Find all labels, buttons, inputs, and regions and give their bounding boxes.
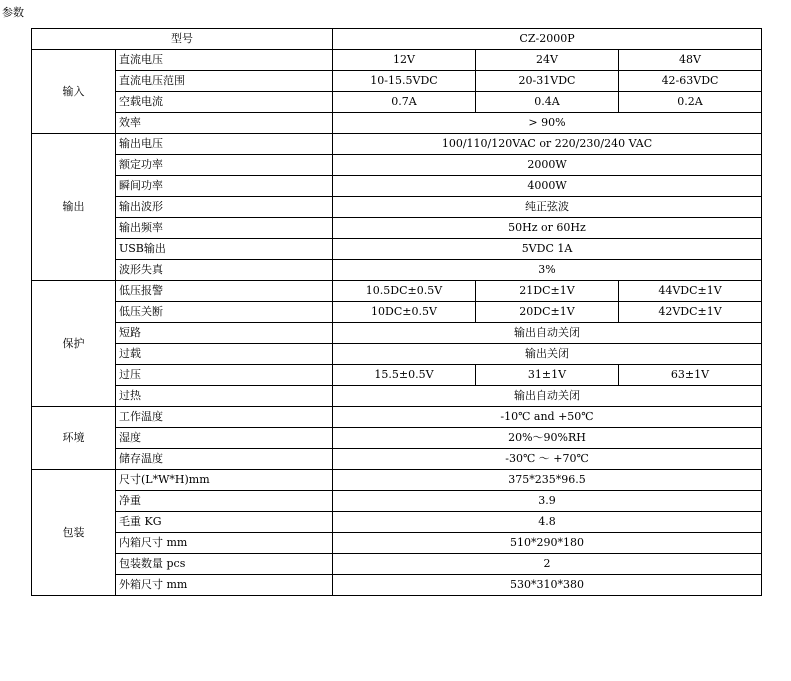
param-value: 5VDC 1A — [333, 239, 762, 260]
param-label: 波形失真 — [116, 260, 333, 281]
param-value: 10-15.5VDC — [333, 71, 476, 92]
table-row — [32, 512, 762, 533]
param-value: 2 — [333, 554, 762, 575]
param-value: 510*290*180 — [333, 533, 762, 554]
table-row — [32, 239, 762, 260]
param-label: 低压关断 — [116, 302, 333, 323]
table-row — [32, 71, 762, 92]
header-row — [32, 29, 762, 50]
group-label: 保护 — [32, 281, 116, 407]
param-value: 0.4A — [476, 92, 619, 113]
param-label: 输出电压 — [116, 134, 333, 155]
param-value: 20%～90%RH — [333, 428, 762, 449]
param-label: USB输出 — [116, 239, 333, 260]
param-value: 375*235*96.5 — [333, 470, 762, 491]
param-value: 0.2A — [619, 92, 762, 113]
param-label: 工作温度 — [116, 407, 333, 428]
table-row — [32, 491, 762, 512]
table-row — [32, 155, 762, 176]
table-row — [32, 323, 762, 344]
table-row — [32, 302, 762, 323]
param-value: 42-63VDC — [619, 71, 762, 92]
group-label: 环境 — [32, 407, 116, 470]
param-value: 20DC±1V — [476, 302, 619, 323]
table-row — [32, 281, 762, 302]
param-label: 直流电压范围 — [116, 71, 333, 92]
param-label: 湿度 — [116, 428, 333, 449]
model-value: CZ-2000P — [333, 29, 762, 50]
param-value: 4000W — [333, 176, 762, 197]
param-value: 3% — [333, 260, 762, 281]
param-label: 瞬间功率 — [116, 176, 333, 197]
table-row — [32, 134, 762, 155]
param-value: 10.5DC±0.5V — [333, 281, 476, 302]
group-label: 包装 — [32, 470, 116, 596]
param-value: 15.5±0.5V — [333, 365, 476, 386]
param-value: 输出自动关闭 — [333, 386, 762, 407]
param-value: 530*310*380 — [333, 575, 762, 596]
param-label: 额定功率 — [116, 155, 333, 176]
param-value: 100/110/120VAC or 220/230/240 VAC — [333, 134, 762, 155]
param-value: 44VDC±1V — [619, 281, 762, 302]
param-label: 效率 — [116, 113, 333, 134]
param-value: 3.9 — [333, 491, 762, 512]
table-row — [32, 449, 762, 470]
param-label: 储存温度 — [116, 449, 333, 470]
spec-table — [31, 28, 762, 596]
param-label: 过热 — [116, 386, 333, 407]
param-label: 空载电流 — [116, 92, 333, 113]
param-label: 外箱尺寸 mm — [116, 575, 333, 596]
page-title: 参数 — [2, 6, 24, 19]
param-label: 输出频率 — [116, 218, 333, 239]
param-label: 内箱尺寸 mm — [116, 533, 333, 554]
table-row — [32, 50, 762, 71]
param-value: 输出关闭 — [333, 344, 762, 365]
table-row — [32, 470, 762, 491]
table-row — [32, 365, 762, 386]
param-value: 纯正弦波 — [333, 197, 762, 218]
param-label: 输出波形 — [116, 197, 333, 218]
param-value: 48V — [619, 50, 762, 71]
group-label: 输出 — [32, 134, 116, 281]
param-label: 净重 — [116, 491, 333, 512]
param-value: 10DC±0.5V — [333, 302, 476, 323]
table-row — [32, 92, 762, 113]
table-row — [32, 428, 762, 449]
param-value: > 90% — [333, 113, 762, 134]
table-row — [32, 218, 762, 239]
param-label: 短路 — [116, 323, 333, 344]
param-value: 2000W — [333, 155, 762, 176]
param-label: 过压 — [116, 365, 333, 386]
table-row — [32, 176, 762, 197]
param-value: -10℃ and +50℃ — [333, 407, 762, 428]
param-value: 20-31VDC — [476, 71, 619, 92]
param-value: 0.7A — [333, 92, 476, 113]
group-label: 输入 — [32, 50, 116, 134]
table-row — [32, 575, 762, 596]
param-label: 直流电压 — [116, 50, 333, 71]
param-value: 12V — [333, 50, 476, 71]
param-label: 尺寸(L*W*H)mm — [116, 470, 333, 491]
param-value: 42VDC±1V — [619, 302, 762, 323]
param-label: 过载 — [116, 344, 333, 365]
table-row — [32, 386, 762, 407]
table-row — [32, 197, 762, 218]
table-row — [32, 113, 762, 134]
param-value: 21DC±1V — [476, 281, 619, 302]
param-value: 输出自动关闭 — [333, 323, 762, 344]
param-value: 24V — [476, 50, 619, 71]
table-row — [32, 533, 762, 554]
table-row — [32, 344, 762, 365]
param-value: 63±1V — [619, 365, 762, 386]
param-label: 包装数量 pcs — [116, 554, 333, 575]
param-label: 低压报警 — [116, 281, 333, 302]
table-row — [32, 554, 762, 575]
model-label: 型号 — [32, 29, 333, 50]
param-value: 31±1V — [476, 365, 619, 386]
param-value: 50Hz or 60Hz — [333, 218, 762, 239]
param-value: 4.8 — [333, 512, 762, 533]
param-value: -30℃ ～ +70℃ — [333, 449, 762, 470]
table-row — [32, 407, 762, 428]
table-row — [32, 260, 762, 281]
param-label: 毛重 KG — [116, 512, 333, 533]
